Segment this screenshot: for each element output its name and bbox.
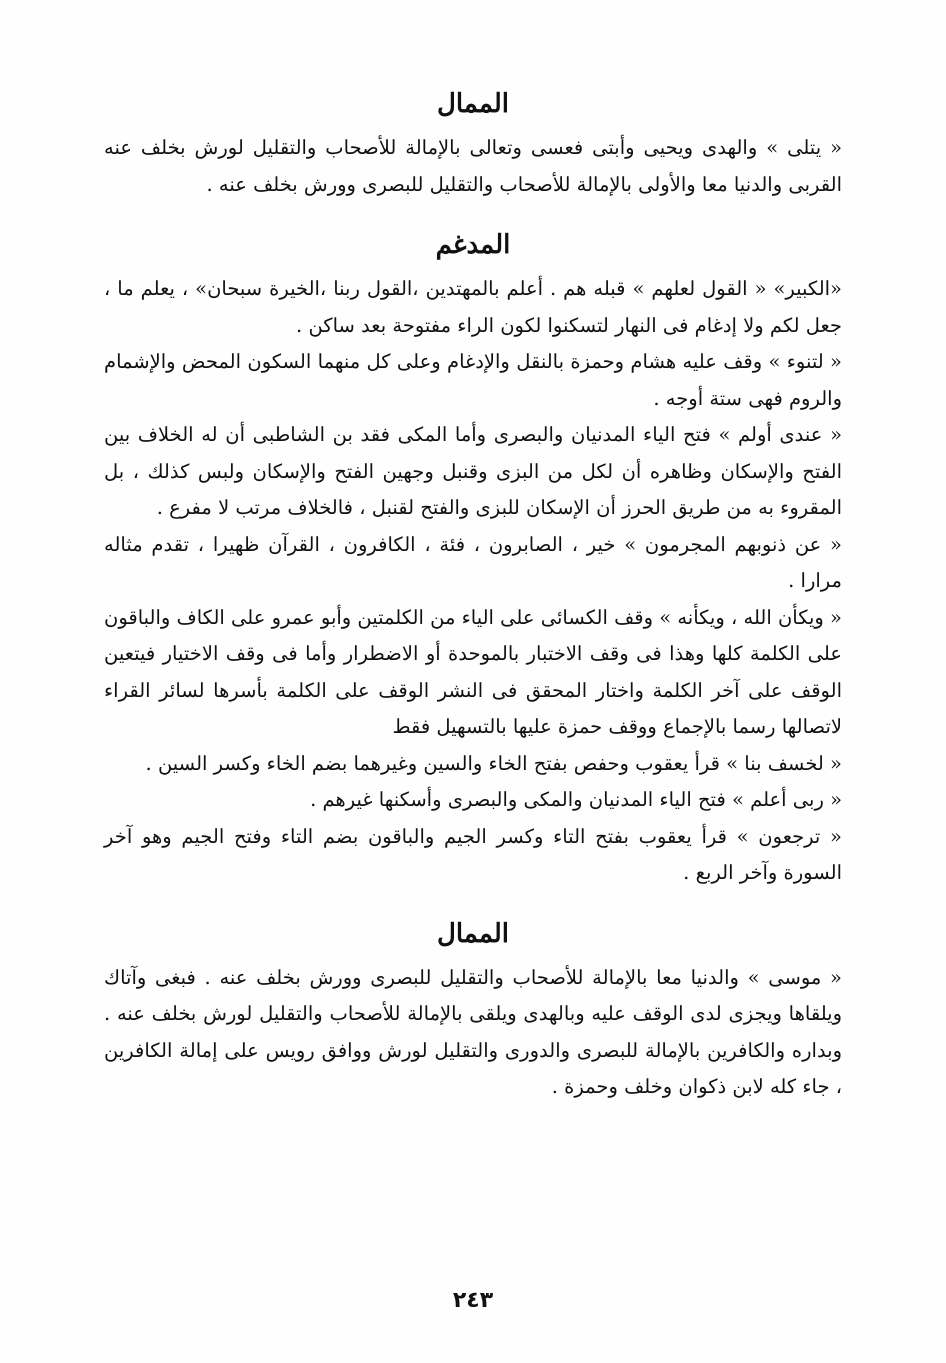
section-heading-mudgham: المدغم — [435, 230, 511, 260]
page-content — [104, 84, 842, 1106]
paragraph: « يتلى » والهدى ويحيى وأبتى فعسى وتعالى بالإمالة للأصحاب والتقليل لورش بخلف عنه القربى والدنيا معا والأولى بالإمالة للأصحاب والتقليل للبصرى وورش بخلف عنه . — [104, 136, 842, 196]
paragraph: «الكبير» « القول لعلهم » قبله هم . أعلم بالمهتدين ،القول ربنا ،الخيرة سبحان» ، يعلم ما ، جعل لكم ولا إدغام فى النهار لتسكنوا لكون الراء مفتوحة بعد ساكن . — [104, 277, 842, 337]
paragraph: « ربى أعلم » فتح الياء المدنيان والمكى والبصرى وأسكنها غيرهم . — [310, 788, 842, 811]
paragraph: « لتنوء » وقف عليه هشام وحمزة بالنقل والإدغام وعلى كل منهما السكون المحض والإشمام والروم فهى ستة أوجه . — [104, 350, 842, 410]
section-heading-mumal-1: الممال — [436, 89, 510, 119]
paragraph: « ترجعون » قرأ يعقوب بفتح التاء وكسر الجيم والباقون بضم التاء وفتح الجيم وهو آخر السورة وآخر الربع . — [104, 824, 842, 884]
paragraph: « عندى أولم » فتح الياء المدنيان والبصرى وأما المكى فقد بن الشاطبى أن له الخلاف بين الفتح والإسكان وظاهره أن لكل من البزى وقنبل وجهين الفتح والإسكان ولبس كذلك ، بل المقروء به من طريق الحرز أن الإسكان للبزى والفتح لقنبل ، فالخلاف مرتب لا مفرع . — [104, 423, 842, 519]
paragraph: « عن ذنوبهم المجرمون » خير ، الصابرون ، فئة ، الكافرون ، القرآن ظهيرا ، تقدم مثاله مرارا . — [104, 532, 842, 592]
section-heading-mumal-2: الممال — [436, 918, 510, 949]
paragraph: « لخسف بنا » قرأ يعقوب وحفص بفتح الخاء والسين وغيرهما بضم الخاء وكسر السين . — [145, 751, 842, 775]
paragraph: « ويكأن الله ، ويكأنه » وقف الكسائى على الياء من الكلمتين وأبو عمرو على الكاف والباقون على الكلمة كلها وهذا فى وقف الاختبار بالموحدة أو الاضطرار وأما فى وقف الاختيار فيتعين الوقف على آخر الكلمة واختار المحقق فى النشر الوقف على الكلمة بأسرها لسائر القراء لاتصالها رسما بالإجماع ووقف حمزة عليها بالتسهيل فقط — [104, 605, 842, 738]
paragraph: « موسى » والدنيا معا بالإمالة للأصحاب والتقليل للبصرى وورش بخلف عنه . فبغى وآتاك ويلقاها ويجزى لدى الوقف عليه وبالهدى ويلقى بالإمالة للأصحاب والتقليل لورش بخلف عنه . وبداره والكافرين بالإمالة للبصرى والدورى والتقليل لورش ووافق رويس على إمالة الكافرين ، جاء كله لابن ذكوان وخلف وحمزة . — [104, 965, 842, 1098]
page-number: ٢٤٣ — [452, 1288, 494, 1313]
